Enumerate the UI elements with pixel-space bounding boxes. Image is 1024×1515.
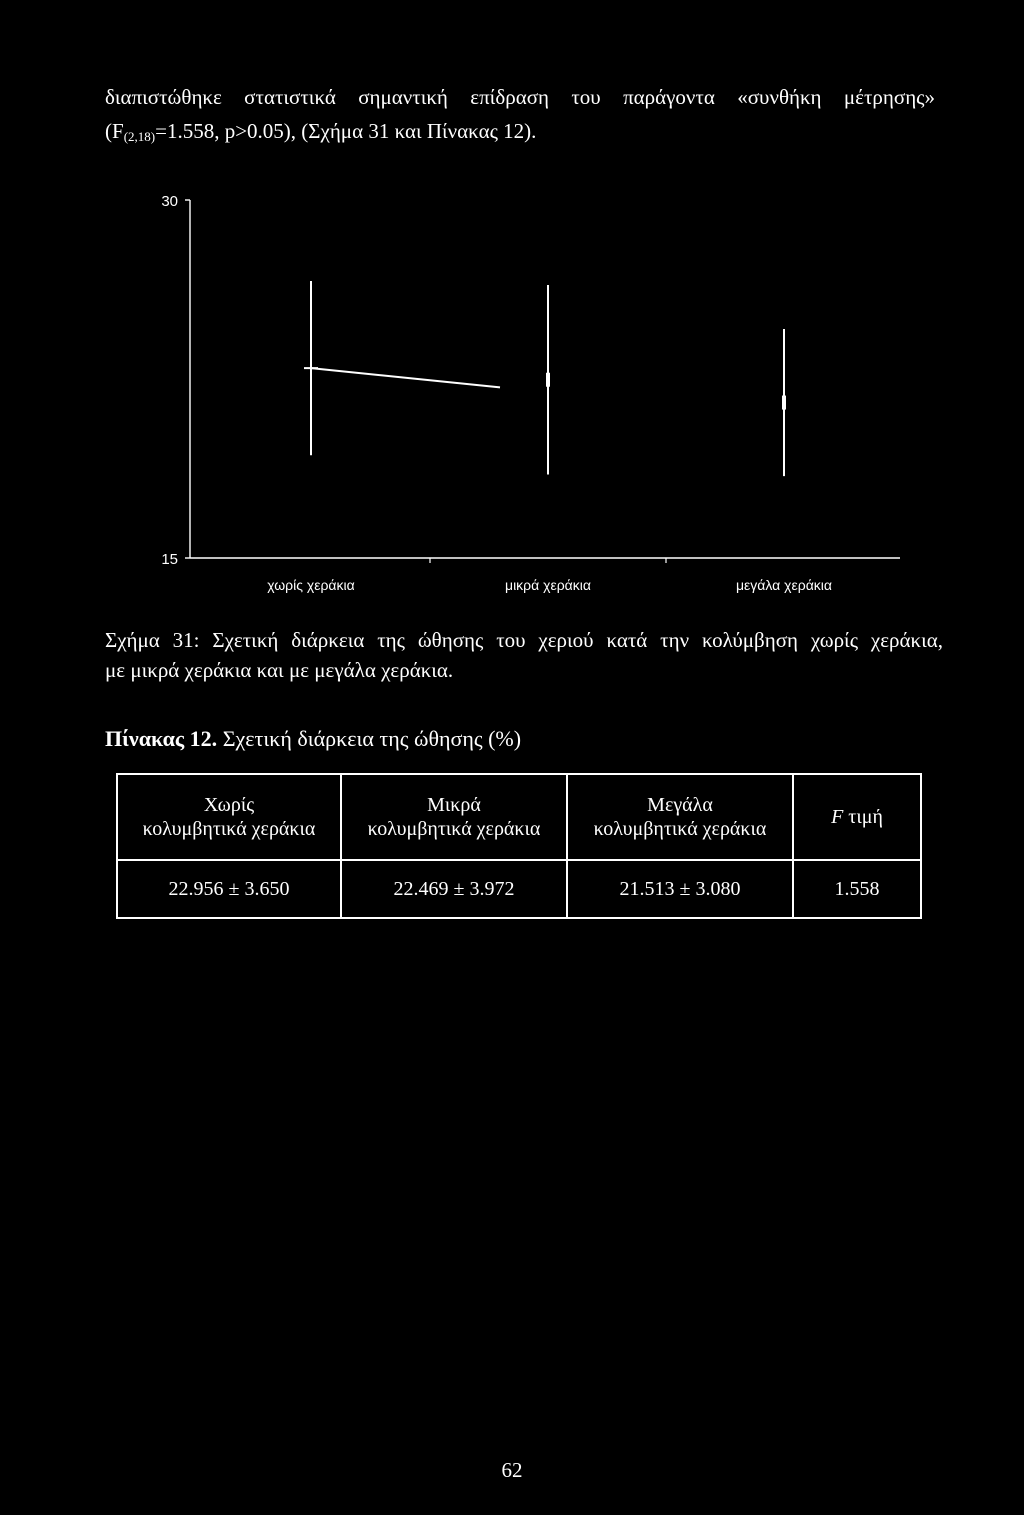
header-small-paddles (341, 774, 567, 860)
chart-marks (304, 281, 786, 476)
header-no-paddles (117, 774, 341, 860)
chart-axes (185, 200, 900, 563)
series-line (311, 368, 500, 387)
header-large-paddles-line2: κολυμβητικά χεράκια (593, 818, 767, 840)
table-title (105, 724, 521, 754)
caption-line-2: με μικρά χεράκια και με μεγάλα χεράκια. (105, 658, 454, 682)
caption-line-1: Σχήμα 31: Σχετική διάρκεια της ώθησης του χεριού κατά την κολύμβηση χωρίς χεράκια, (105, 628, 943, 652)
table-title-text: Σχετική διάρκεια της ώθησης (%) (217, 726, 522, 751)
intro-line-1: διαπιστώθηκε στατιστικά σημαντική επίδραση του παράγοντα «συνθήκη μέτρησης» (105, 85, 935, 109)
x-category-label: μικρά χεράκια (505, 577, 591, 593)
header-no-paddles-line1: Χωρίς (203, 794, 255, 816)
x-category-label: χωρίς χεράκια (267, 577, 355, 593)
intro-f-subscript: (2,18) (123, 129, 156, 144)
chart-labels (161, 193, 832, 593)
cell-large-paddles: 21.513 ± 3.080 (567, 860, 793, 918)
y-tick-label-max: 30 (161, 193, 178, 210)
figure-caption (105, 625, 943, 685)
table-title-label: Πίνακας 12. (105, 726, 218, 751)
table-header-row (117, 774, 921, 860)
header-f-value (793, 774, 921, 860)
header-f-text: τιμή (843, 806, 883, 828)
data-point (782, 396, 786, 410)
data-point (546, 373, 550, 387)
intro-f-prefix: (F (105, 119, 124, 143)
header-no-paddles-line2: κολυμβητικά χεράκια (142, 818, 316, 840)
table-row (117, 860, 921, 918)
cell-f-value: 1.558 (793, 860, 921, 918)
header-small-paddles-line2: κολυμβητικά χεράκια (367, 818, 541, 840)
x-category-label: μεγάλα χεράκια (735, 577, 833, 593)
page-number: 62 (501, 1458, 523, 1482)
results-table (116, 773, 922, 919)
header-f-symbol: F (831, 806, 844, 828)
header-large-paddles-line1: Μεγάλα (647, 794, 713, 816)
header-small-paddles-line1: Μικρά (427, 794, 481, 816)
intro-stats: =1.558, p>0.05), (Σχήμα 31 και Πίνακας 12). (155, 119, 537, 143)
cell-small-paddles: 22.469 ± 3.972 (341, 860, 567, 918)
header-large-paddles (567, 774, 793, 860)
cell-no-paddles: 22.956 ± 3.650 (117, 860, 341, 918)
figure-31-chart (0, 0, 1024, 610)
y-tick-label-min: 15 (161, 551, 178, 568)
